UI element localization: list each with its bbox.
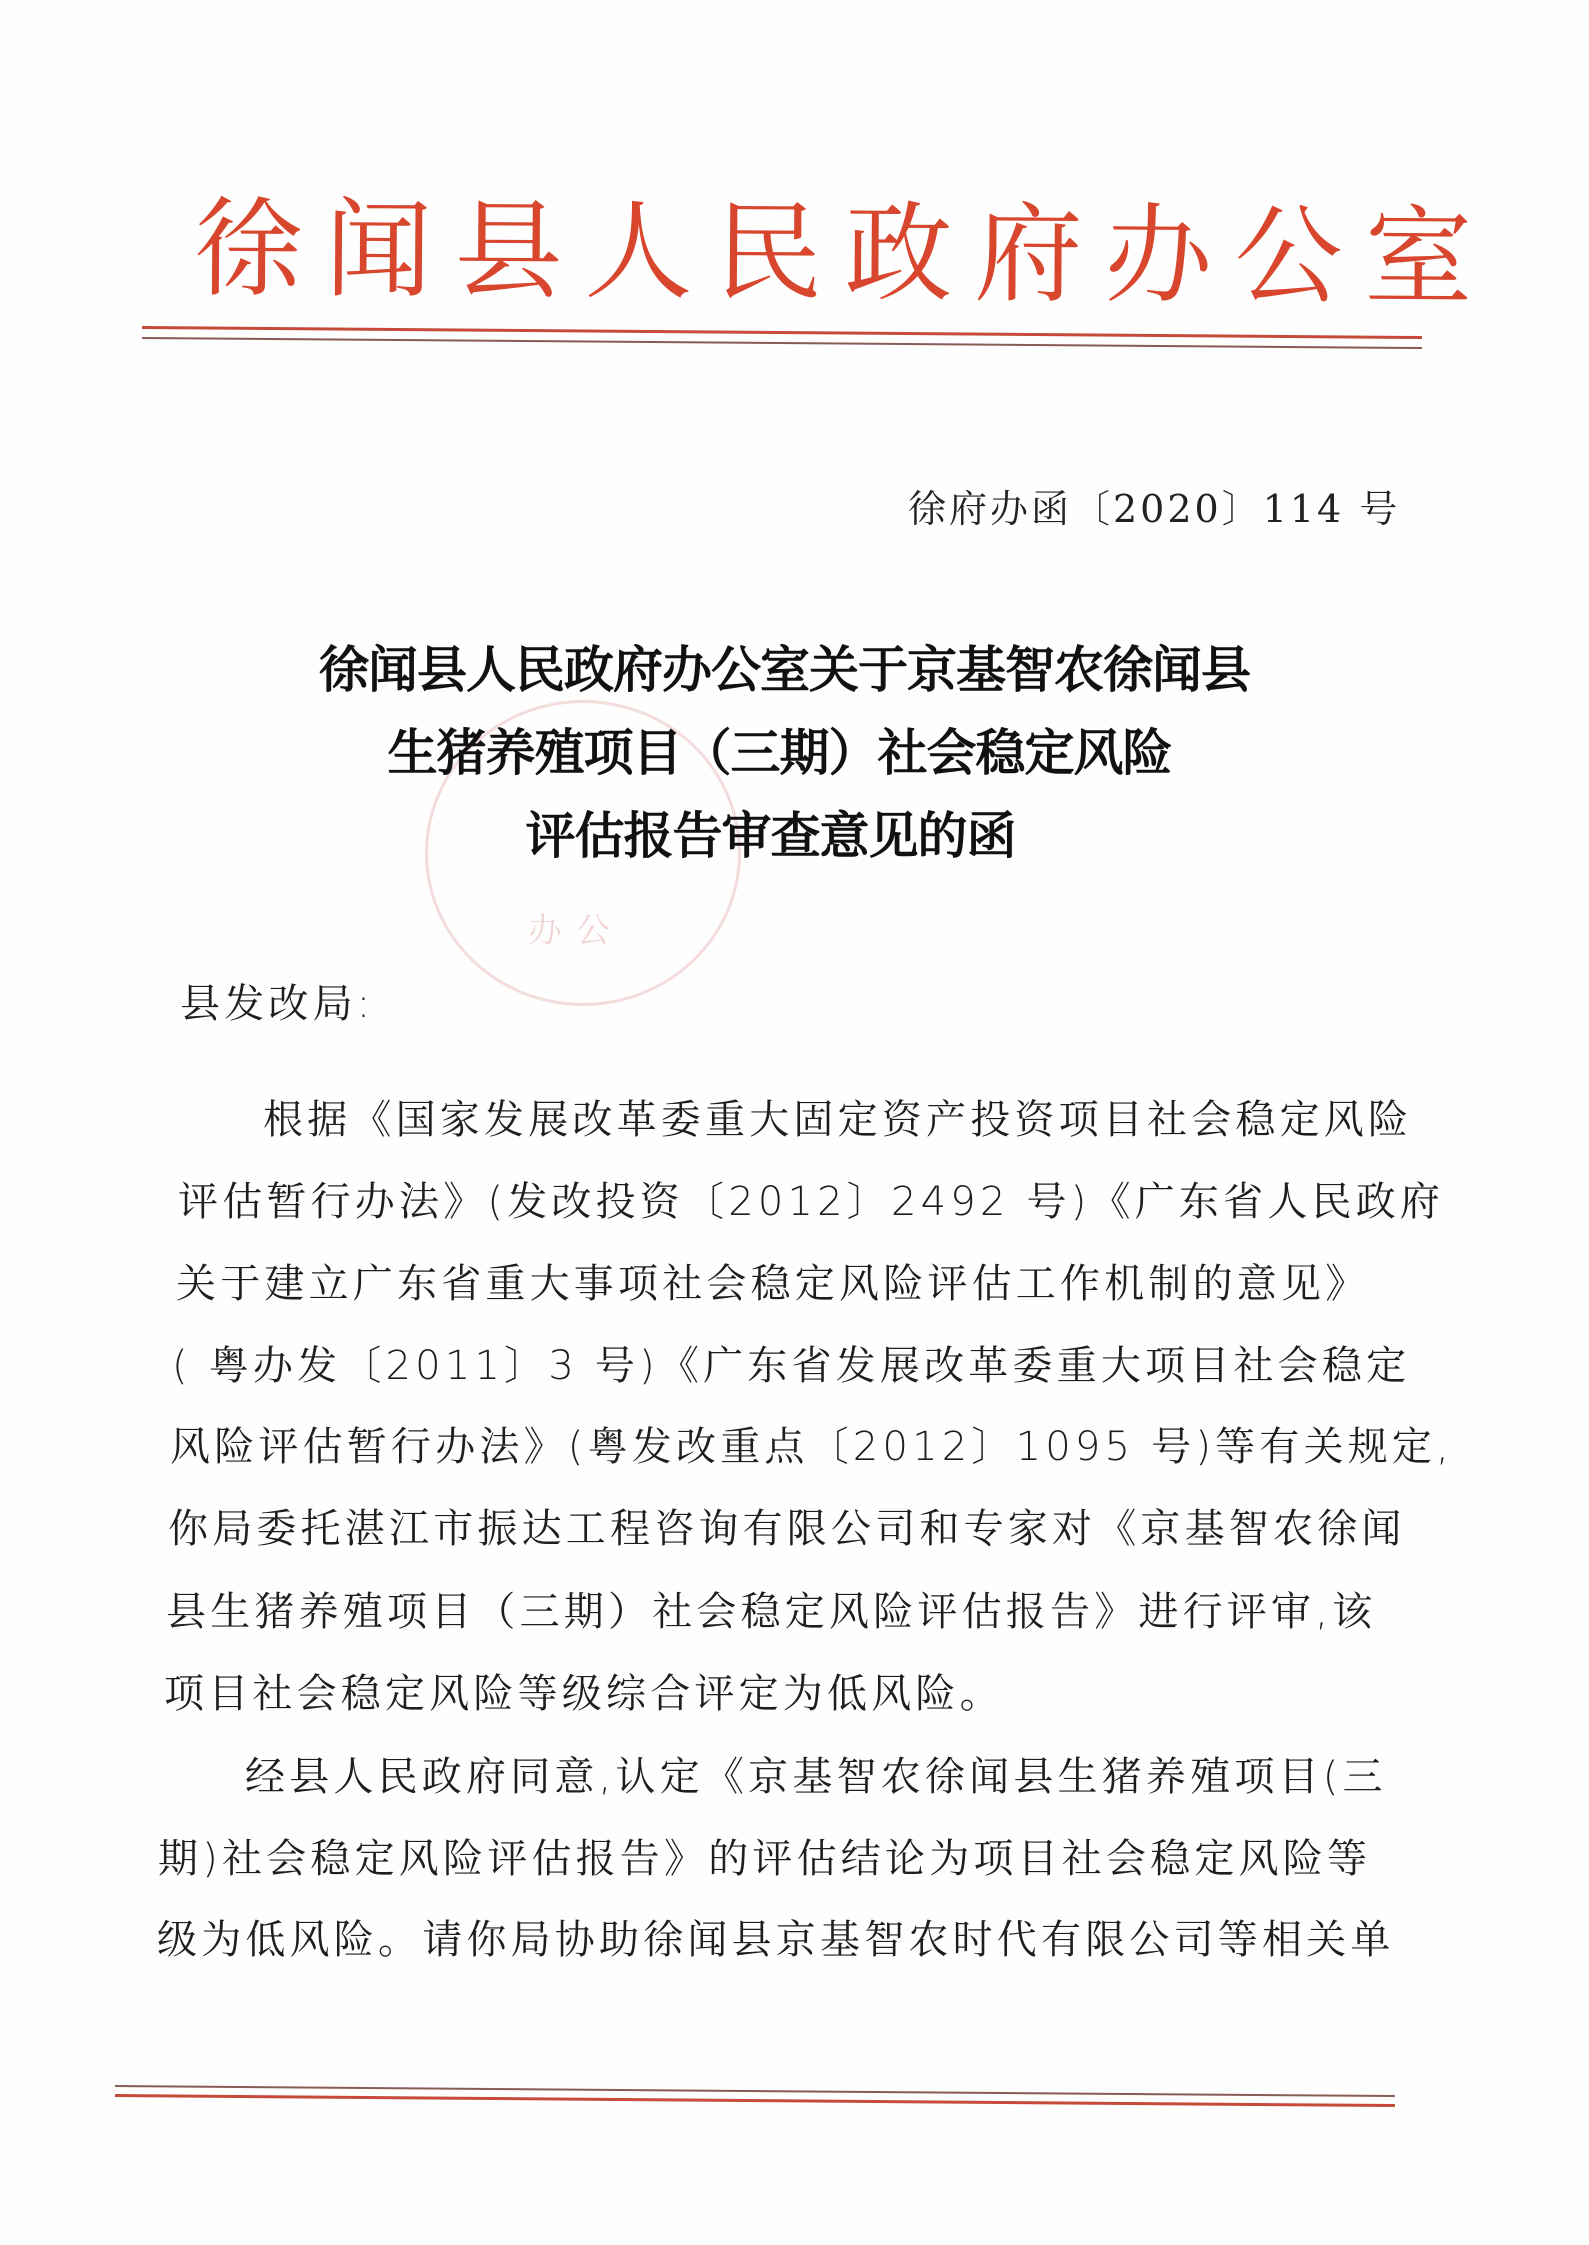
body-line: 你局委托湛江市振达工程咨询有限公司和专家对《京基智农徐闻: [168, 1506, 1406, 1552]
body-line: 经县人民政府同意,认定《京基智农徐闻县生猪养殖项目(三: [245, 1754, 1387, 1800]
body-line: 期)社会稳定风险评估报告》的评估结论为项目社会稳定风险等: [158, 1836, 1372, 1882]
masthead-rule-thick: [142, 326, 1422, 339]
body-line: 根据《国家发展改革委重大固定资产投资项目社会稳定风险: [263, 1097, 1413, 1143]
seal-text: 办公: [528, 911, 624, 951]
masthead-title: 徐闻县人民政府办公室: [194, 186, 1495, 322]
body-line: ( 粤办发〔2011〕3 号)《广东省发展改革委重大项目社会稳定: [172, 1343, 1411, 1389]
salutation: 县发改局:: [180, 981, 375, 1027]
body-line: 级为低风险。请你局协助徐闻县京基智农时代有限公司等相关单: [157, 1917, 1395, 1963]
body-line: 风险评估暂行办法》(粤发改重点〔2012〕1095 号)等有关规定,: [170, 1424, 1454, 1470]
masthead-rule-thin: [142, 337, 1422, 349]
body-line: 项目社会稳定风险等级综合评定为低风险。: [164, 1671, 1004, 1717]
document-number: 徐府办函〔2020〕114 号: [908, 487, 1401, 531]
document-title-line-3: 评估报告审查意见的函: [525, 806, 1016, 865]
document-title-line-2: 生猪养殖项目（三期）社会稳定风险: [387, 723, 1172, 782]
body-line: 评估暂行办法》(发改投资〔2012〕2492 号)《广东省人民政府: [178, 1179, 1445, 1225]
body-line: 县生猪养殖项目（三期）社会稳定风险评估报告》进行评审,该: [166, 1589, 1377, 1635]
footer-rule-thick: [115, 2094, 1395, 2107]
body-line: 关于建立广东省重大事项社会稳定风险评估工作机制的意见》: [176, 1261, 1370, 1307]
document-title-line-1: 徐闻县人民政府办公室关于京基智农徐闻县: [319, 640, 1250, 699]
